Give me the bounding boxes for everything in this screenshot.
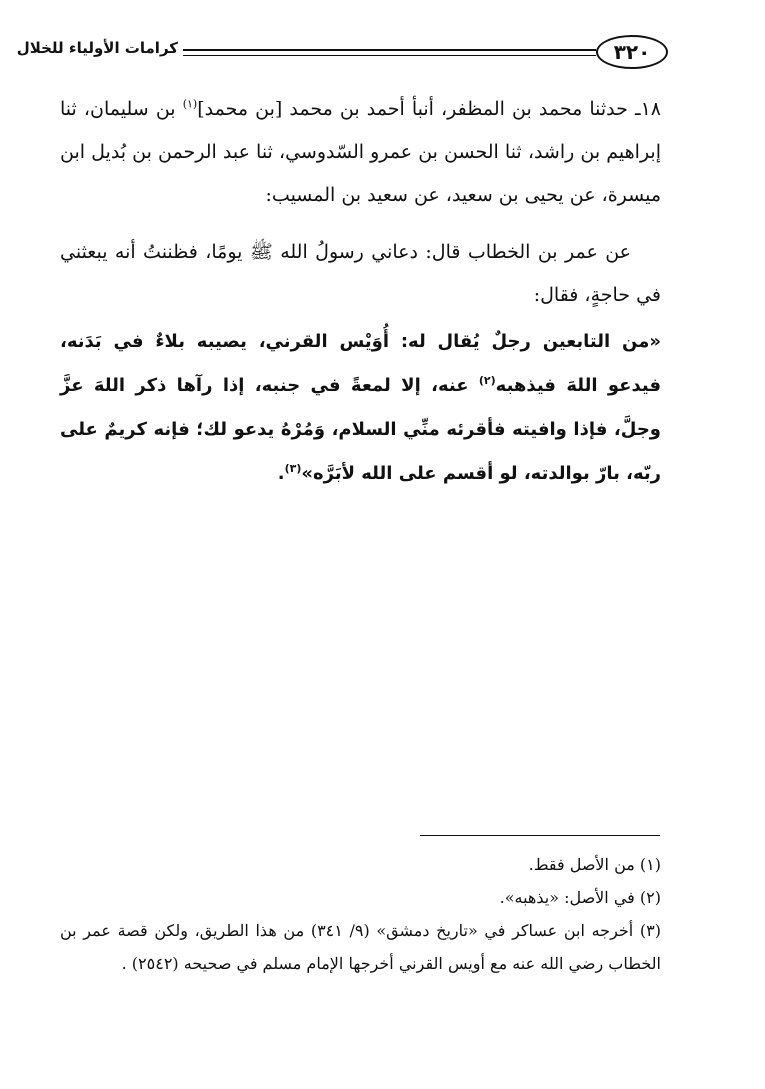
page-number <box>596 35 668 69</box>
footnote-1-num: (١) <box>639 855 661 874</box>
footnote-3-num: (٣) <box>639 921 661 940</box>
para1-text-b: بن سليمان، ثنا إبراهيم بن راشد، ثنا الحسن بن عمرو السّدوسي، ثنا عبد الرحمن بن بُديل ابن ميسرة، عن يحيى بن سعيد، عن سعيد بن المسيب: <box>60 98 661 206</box>
footnote-ref-2: (٢) <box>478 374 496 387</box>
running-title: كرامات الأولياء للخلال <box>16 39 178 57</box>
footnote-separator <box>420 835 660 836</box>
footnotes <box>60 848 661 980</box>
footnote-ref-1: (١) <box>182 97 198 111</box>
paragraph-hadith <box>60 320 661 496</box>
para3-text-a: «من التابعين رجلٌ يُقال له: أُوَيْس القرني، يصيبه بلاءٌ في بَدَنه، فيدعو اللهَ فيذهبه <box>60 331 661 396</box>
header-rule <box>183 49 596 51</box>
footnote-2-text: في الأصل: «يذهبه». <box>499 888 640 907</box>
page-header <box>16 35 668 75</box>
paragraph-isnad <box>60 88 661 217</box>
footnote-2 <box>60 881 661 914</box>
footnote-3-text: أخرجه ابن عساكر في «تاريخ دمشق» (٩/ ٣٤١) من هذا الطريق، ولكن قصة عمر بن الخطاب رضي الله عنه مع أويس القرني أخرجها الإمام مسلم في صحيحه (٢٥٤٢) . <box>60 921 661 973</box>
para1-text-a: ١٨ـ حدثنا محمد بن المظفر، أنبأ أحمد بن محمد [بن محمد] <box>197 98 661 120</box>
para3-text-b: عنه، إلا لمعةً في جنبه، إذا رآها ذكر اللهَ عزَّ وجلَّ، فإذا وافيته فأقرئه منِّي السلام، وَمُرْهُ يدعو لك؛ فإنه كريمٌ على ربّه، بارّ بوالدته، لو أقسم على الله لأبَرَّه» <box>60 375 661 484</box>
para2-text: عن عمر بن الخطاب قال: دعاني رسولُ الله ﷺ يومًا، فظننتُ أنه يبعثني في حاجةٍ، فقال: <box>60 241 661 306</box>
footnote-3 <box>60 914 661 980</box>
footnote-ref-3: (٣) <box>284 462 302 475</box>
page-number-text: ٣٢٠ <box>613 40 651 64</box>
header-rule-thin <box>183 55 596 56</box>
paragraph-narration <box>60 231 661 317</box>
para3-text-c: . <box>277 463 285 484</box>
footnote-1-text: من الأصل فقط. <box>528 855 640 874</box>
footnote-1 <box>60 848 661 881</box>
footnote-2-num: (٢) <box>639 888 661 907</box>
